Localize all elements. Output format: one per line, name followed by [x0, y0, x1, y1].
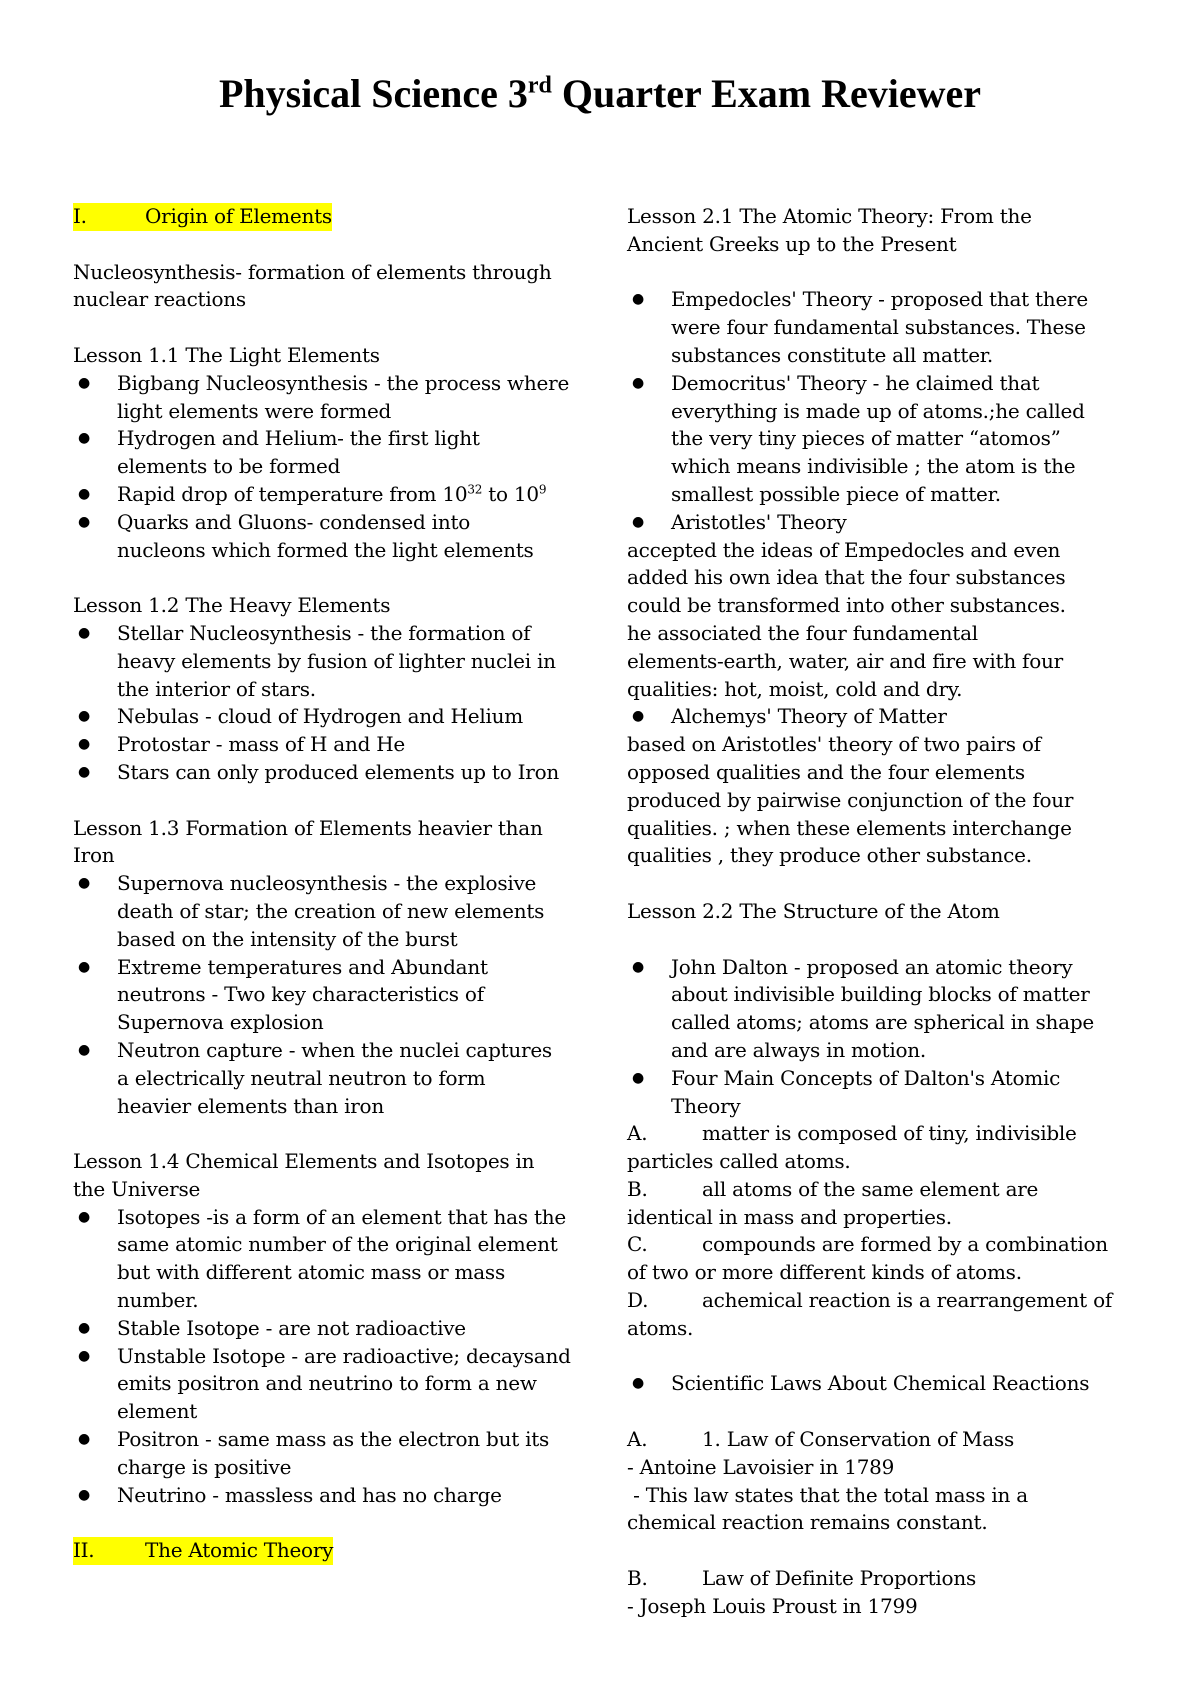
bullet-icon: ● — [78, 485, 90, 502]
bullet-icon: ● — [78, 736, 90, 753]
bullet-item: ● Stellar Nucleosynthesis - the formation of heavy elements by fusion of lighter nuclei in the interior of stars. — [78, 620, 556, 701]
lesson-heading: Iron — [73, 843, 115, 868]
bullet-item: ● Extreme temperatures and Abundant neutrons - Two key characteristics of Supernova explosion — [78, 954, 488, 1035]
bullet-item: ● Empedocles' Theory - proposed that there were four fundamental substances. These substances constitute all matter. — [632, 287, 1088, 367]
bullet-icon: ● — [632, 708, 644, 725]
bullet-icon: ● — [632, 291, 644, 308]
bullet-item: ● Hydrogen and Helium- the first light elements to be formed — [78, 426, 480, 479]
bullet-item: ● Stars can only produced elements up to Iron — [73, 759, 593, 787]
law-heading: A. 1. Law of Conservation of Mass — [627, 1427, 1014, 1452]
definition-line: Nucleosynthesis- formation of elements through — [73, 259, 552, 284]
paragraph-line: qualities. ; when these elements interchange — [627, 815, 1072, 840]
concept-continuation: of two or more different kinds of atoms. — [627, 1260, 1022, 1285]
bullet-item: ● Isotopes -is a form of an element that has the same atomic number of the original element but with different atomic mass or mass number. — [78, 1204, 566, 1313]
paragraph-line: elements-earth, water, air and fire with four — [627, 648, 1063, 673]
definition-line: nuclear reactions — [73, 287, 246, 312]
bullet-icon: ● — [78, 875, 90, 892]
law-heading: B. Law of Definite Proportions — [627, 1566, 976, 1591]
paragraph-line: added his own idea that the four substances — [627, 565, 1066, 590]
bullet-item: ● Neutron capture - when the nuclei captures a electrically neutral neutron to form heavier elements than iron — [78, 1037, 552, 1118]
bullet-icon: ● — [78, 374, 90, 391]
section-heading-2: II. The Atomic Theory — [73, 1537, 593, 1565]
bullet-item: ● John Dalton - proposed an atomic theory about indivisible building blocks of matter called atoms; atoms are spherical in shape and are always in motion. — [632, 954, 1094, 1062]
bullet-item: ● Supernova nucleosynthesis - the explosive death of star; the creation of new elements based on the intensity of the burst — [78, 871, 545, 951]
bullet-item: ● Democritus' Theory - he claimed that everything is made up of atoms.;he called the very tiny pieces of matter “atomos” which means indivisible ; the atom is the smallest possible piece of matter. — [632, 370, 1085, 506]
bullet-icon: ● — [78, 1431, 90, 1448]
bullet-item: ● Quarks and Gluons- condensed into nucleons which formed the light elements — [78, 509, 534, 562]
title-superscript: rd — [527, 72, 552, 99]
left-column — [73, 203, 593, 1565]
paragraph-line: could be transformed into other substances. — [627, 593, 1066, 618]
bullet-item: ● Four Main Concepts of Dalton's Atomic Theory — [632, 1065, 1061, 1118]
bullet-icon: ● — [78, 1319, 90, 1336]
paragraph-line: opposed qualities and the four elements — [627, 759, 1025, 784]
lesson-heading: Ancient Greeks up to the Present — [627, 231, 957, 256]
bullet-icon: ● — [78, 624, 90, 641]
bullet-item: ● Nebulas - cloud of Hydrogen and Helium — [73, 703, 593, 731]
lesson-heading: Lesson 1.1 The Light Elements — [73, 342, 380, 367]
bullet-item: ● Alchemys' Theory of Matter — [627, 703, 1137, 731]
lesson-heading: Lesson 2.2 The Structure of the Atom — [627, 898, 1000, 923]
bullet-icon: ● — [78, 708, 90, 725]
bullet-icon: ● — [632, 513, 644, 530]
bullet-item: ● Bigbang Nucleosynthesis - the process where light elements were formed — [78, 370, 570, 423]
concept-item: B. all atoms of the same element are — [627, 1176, 1039, 1201]
lesson-heading: Lesson 1.4 Chemical Elements and Isotopes in — [73, 1149, 535, 1174]
concept-continuation: particles called atoms. — [627, 1149, 851, 1174]
bullet-item: ● Stable Isotope - are not radioactive — [73, 1315, 593, 1343]
bullet-item: ● Scientific Laws About Chemical Reactions — [627, 1370, 1137, 1398]
law-detail: - Joseph Louis Proust in 1799 — [627, 1593, 918, 1618]
bullet-icon: ● — [78, 430, 90, 447]
concept-item: A. matter is composed of tiny, indivisible — [627, 1121, 1077, 1146]
paragraph-line: qualities , they produce other substance. — [627, 843, 1032, 868]
paragraph-line: produced by pairwise conjunction of the four — [627, 787, 1074, 812]
bullet-icon: ● — [632, 374, 644, 391]
paragraph-line: qualities: hot, moist, cold and dry. — [627, 676, 963, 701]
law-detail: chemical reaction remains constant. — [627, 1510, 988, 1535]
bullet-icon: ● — [632, 1069, 644, 1086]
bullet-icon: ● — [78, 1041, 90, 1058]
bullet-icon: ● — [78, 1208, 90, 1225]
bullet-icon: ● — [632, 958, 644, 975]
bullet-item: ● Neutrino - massless and has no charge — [73, 1482, 593, 1510]
bullet-item: ● Positron - same mass as the electron but its charge is positive — [78, 1427, 550, 1479]
paragraph-line: based on Aristotles' theory of two pairs of — [627, 732, 1041, 757]
bullet-icon: ● — [78, 513, 90, 530]
bullet-icon: ● — [632, 1375, 644, 1392]
title-text: Physical Science 3 — [219, 71, 528, 116]
bullet-icon: ● — [78, 1347, 90, 1364]
bullet-item: ● Protostar - mass of H and He — [73, 731, 593, 759]
lesson-heading: Lesson 1.2 The Heavy Elements — [73, 593, 391, 618]
bullet-icon: ● — [78, 763, 90, 780]
bullet-icon: ● — [78, 1486, 90, 1503]
concept-continuation: identical in mass and properties. — [627, 1204, 952, 1229]
bullet-item: ● Rapid drop of temperature from $10^{32}$ to $10^9$ — [73, 481, 593, 509]
bullet-icon: ● — [78, 958, 90, 975]
law-detail: - Antoine Lavoisier in 1789 — [627, 1454, 895, 1479]
lesson-heading: Lesson 2.1 The Atomic Theory: From the — [627, 204, 1032, 228]
concept-continuation: atoms. — [627, 1315, 694, 1340]
bullet-item: ● Unstable Isotope - are radioactive; decaysand emits positron and neutrino to form a new element — [78, 1343, 571, 1424]
paragraph-line: accepted the ideas of Empedocles and even — [627, 537, 1061, 562]
lesson-heading: the Universe — [73, 1176, 201, 1201]
concept-item: D. achemical reaction is a rearrangement of — [627, 1288, 1113, 1313]
law-detail: - This law states that the total mass in a — [627, 1482, 1028, 1507]
right-column — [627, 203, 1137, 1621]
section-heading-1: I. Origin of Elements — [73, 203, 593, 231]
page-title — [0, 70, 1200, 118]
bullet-item: ● Aristotles' Theory — [627, 509, 1137, 537]
concept-item: C. compounds are formed by a combination — [627, 1232, 1108, 1257]
title-text-rest: Quarter Exam Reviewer — [551, 71, 981, 116]
paragraph-line: he associated the four fundamental — [627, 620, 978, 645]
lesson-heading: Lesson 1.3 Formation of Elements heavier than — [73, 815, 543, 840]
